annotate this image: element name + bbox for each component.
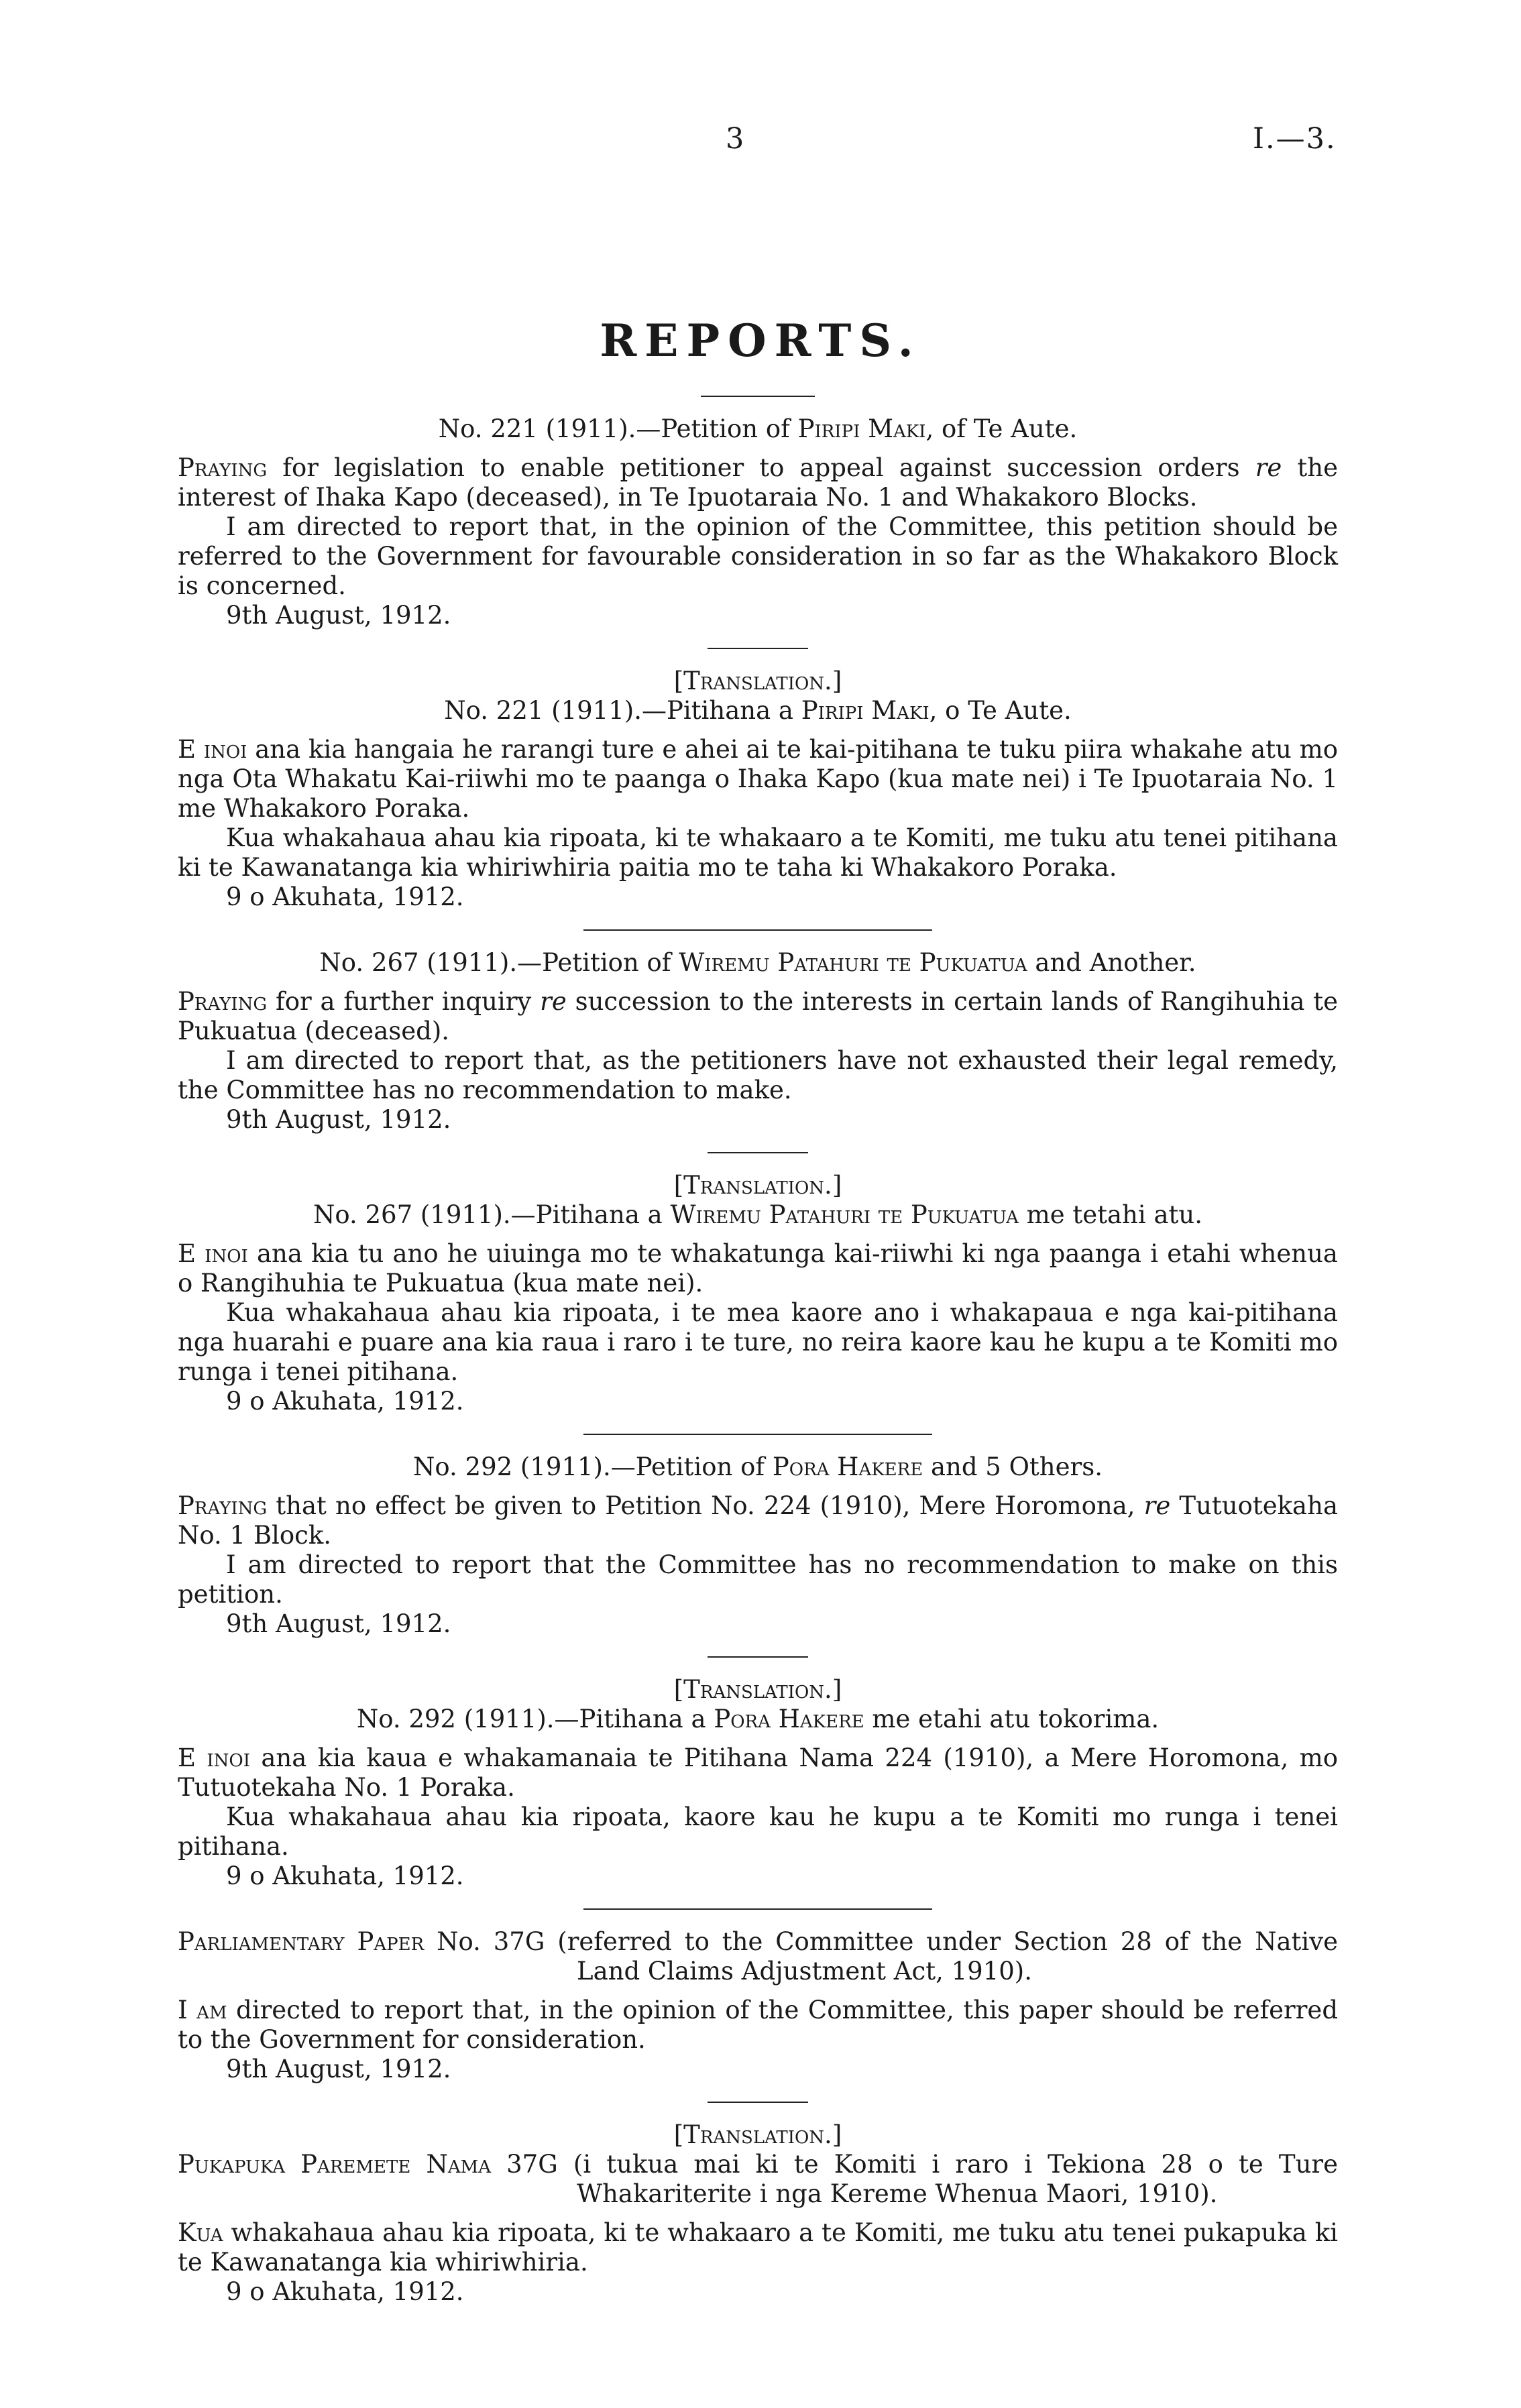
report-paragraph: I am directed to report that, in the opinion of the Committee, this paper should be referred to the Government for consideration.	[178, 1996, 1339, 2054]
report-date: 9 o Akuhata, 1912.	[226, 1387, 464, 1416]
petitioner-name: Pora Hakere	[772, 1452, 923, 1481]
petitioner-name: Wiremu Patahuri te Pukuatua	[670, 1200, 1019, 1229]
section-rule	[583, 1908, 932, 1910]
praying-paragraph: E inoi ana kia kaua e whakamanaia te Pitihana Nama 224 (1910), a Mere Horomona, mo Tutuotekaha No. 1 Poraka.	[178, 1743, 1338, 1802]
petitioner-name: Wiremu Patahuri te Pukuatua	[679, 948, 1027, 977]
section-rule	[583, 929, 932, 931]
translation-label: [Translation.]	[673, 667, 842, 695]
petition-heading: No. 221 (1911).—Petition of Piripi Maki, of Te Aute.	[438, 414, 1078, 443]
page-number: 3	[726, 122, 744, 156]
report-paragraph: I am directed to report that, as the petitioners have not exhausted their legal remedy, the Committee has no recommendation to make.	[178, 1046, 1338, 1104]
translation-section	[178, 1171, 1338, 1416]
petition-heading: No. 292 (1911).—Pitihana a Pora Hakere me etahi atu tokorima.	[356, 1705, 1160, 1733]
page-title: REPORTS.	[600, 314, 921, 367]
praying-paragraph: E inoi ana kia hangaia he rarangi ture e ahei ai te kai-pitihana te tuku piira whakahe atu mo nga Ota Whakatu Kai-riiwhi mo te paanga o Ihaka Kapo (kua mate nei) i Te Ipuotaraia No. 1 me Whakakoro Poraka.	[178, 735, 1338, 823]
petition-section	[178, 1452, 1338, 1639]
report-date: 9th August, 1912.	[226, 601, 451, 630]
document-reference: I.—3.	[1253, 122, 1337, 156]
report-paragraph: Kua whakahaua ahau kia ripoata, ki te whakaaro a te Komiti, me tuku atu tenei pukapuka ki te Kawanatanga kia whiriwhiria.	[178, 2218, 1338, 2277]
translation-section	[178, 2120, 1338, 2307]
section-rule	[708, 1152, 808, 1153]
translation-section	[178, 667, 1338, 912]
report-paragraph: Kua whakahaua ahau kia ripoata, ki te whakaaro a te Komiti, me tuku atu tenei pitihana ki te Kawanatanga kia whiriwhiria paitia mo te taha ki Whakakoro Poraka.	[178, 823, 1338, 882]
translation-label: [Translation.]	[673, 1171, 842, 1200]
title-rule	[701, 396, 815, 397]
section-rule	[583, 1434, 932, 1435]
praying-paragraph: E inoi ana kia tu ano he uiuinga mo te whakatunga kai-riiwhi ki nga paanga i etahi whenua o Rangihuhia te Pukuatua (kua mate nei).	[178, 1239, 1338, 1298]
paper-heading: Parliamentary Paper No. 37G (referred to the Committee under Section 28 of the Native Land Claims Adjustment Act, 1910).	[178, 1927, 1338, 1986]
translation-section	[178, 1675, 1338, 1891]
petition-section	[178, 948, 1338, 1135]
praying-paragraph: Praying for legislation to enable petitioner to appeal against succession orders re the interest of Ihaka Kapo (deceased), in Te Ipuotaraia No. 1 and Whakakoro Blocks.	[178, 453, 1339, 512]
translation-label: [Translation.]	[673, 1675, 842, 1704]
paper-heading: Pukapuka Paremete Nama 37G (i tukua mai ki te Komiti i raro i Tekiona 28 o te Ture Whakariterite i nga Kereme Whenua Maori, 1910).	[178, 2150, 1338, 2208]
petitioner-name: Pora Hakere	[714, 1705, 864, 1733]
praying-paragraph: Praying for a further inquiry re succession to the interests in certain lands of Rangihuhia te Pukuatua (deceased).	[178, 987, 1338, 1045]
petition-section	[178, 414, 1338, 630]
translation-label: [Translation.]	[673, 2120, 842, 2149]
report-paragraph: Kua whakahaua ahau kia ripoata, kaore kau he kupu a te Komiti mo runga i tenei pitihana.	[178, 1802, 1338, 1861]
petition-heading: No. 292 (1911).—Petition of Pora Hakere and 5 Others.	[413, 1452, 1103, 1481]
report-date: 9th August, 1912.	[226, 1609, 451, 1638]
document-body	[178, 396, 1338, 2307]
report-date: 9th August, 1912.	[226, 2055, 451, 2083]
report-date: 9 o Akuhata, 1912.	[226, 2277, 464, 2306]
report-date: 9 o Akuhata, 1912.	[226, 882, 464, 911]
section-rule	[708, 2102, 808, 2103]
petition-heading: No. 267 (1911).—Pitihana a Wiremu Patahuri te Pukuatua me tetahi atu.	[313, 1200, 1203, 1229]
report-date: 9 o Akuhata, 1912.	[226, 1861, 464, 1890]
praying-paragraph: Praying that no effect be given to Petition No. 224 (1910), Mere Horomona, re Tutuotekaha No. 1 Block.	[178, 1491, 1339, 1550]
petitioner-name: Piripi Maki,	[801, 696, 938, 725]
report-paragraph: I am directed to report that the Committee has no recommendation to make on this petition.	[178, 1550, 1338, 1609]
report-date: 9th August, 1912.	[226, 1105, 451, 1134]
section-rule	[708, 648, 808, 649]
report-paragraph: I am directed to report that, in the opinion of the Committee, this petition should be referred to the Government for favourable consideration in so far as the Whakakoro Block is concerned.	[178, 512, 1338, 600]
report-paragraph: Kua whakahaua ahau kia ripoata, i te mea kaore ano i whakapaua e nga kai-pitihana nga huarahi e puare ana kia raua i raro i te ture, no reira kaore kau he kupu a te Komiti mo runga i tenei pitihana.	[178, 1298, 1338, 1386]
paper-section	[178, 1927, 1338, 2084]
section-rule	[708, 1656, 808, 1658]
petition-heading: No. 221 (1911).—Pitihana a Piripi Maki, o Te Aute.	[444, 696, 1072, 725]
petitioner-name: Piripi Maki,	[797, 414, 934, 443]
petition-heading: No. 267 (1911).—Petition of Wiremu Patahuri te Pukuatua and Another.	[319, 948, 1196, 977]
